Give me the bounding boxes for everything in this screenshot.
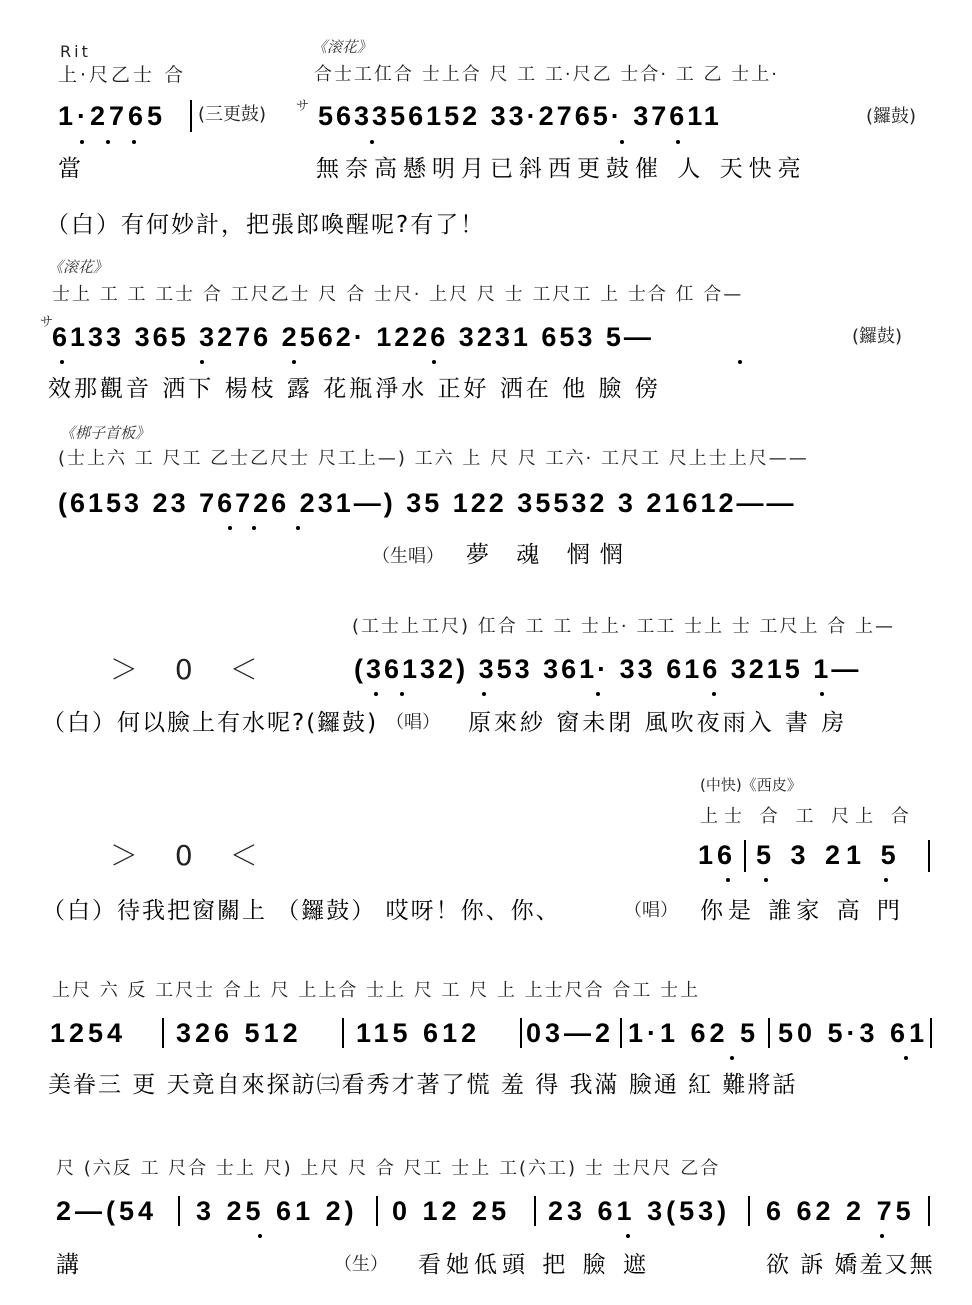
low-octave-dot — [596, 692, 600, 696]
numbers-row4: (6153 23 76726 231—) 35 122 35532 3 21612—— — [58, 488, 797, 518]
low-octave-dot — [60, 360, 64, 364]
low-octave-dot — [738, 360, 742, 364]
section-label-gunhua: 《滚花》 — [312, 38, 373, 56]
measure-row8-1: 2—(54 — [56, 1196, 158, 1226]
section-label-gunhua-2: 《滚花》 — [48, 258, 109, 276]
low-octave-dot — [370, 140, 374, 144]
low-octave-dot — [764, 878, 768, 882]
low-octave-dot — [432, 360, 436, 364]
low-octave-dot — [200, 360, 204, 364]
low-octave-dot — [400, 692, 404, 696]
barline — [748, 1196, 750, 1226]
measure-row8-5: 6 62 2 75 — [766, 1196, 915, 1226]
tempo-xipi: (中快)《西皮》 — [700, 776, 802, 794]
low-octave-dot — [132, 140, 136, 144]
measure-row8-2: 3 25 61 2) — [196, 1196, 358, 1226]
speech-line-row2: （白）有何妙計，把張郎喚醒呢?有了！ — [46, 212, 486, 238]
numbers-row1b: 563356152 33·2765· 37611 — [318, 101, 722, 131]
low-octave-dot — [228, 526, 232, 530]
low-octave-dot — [292, 360, 296, 364]
dynamics-row5: ＞ 0 ＜ — [110, 653, 272, 686]
measure-row7-1: 1254 — [50, 1018, 127, 1048]
gongche-row1a: 上·尺乙士 合 — [58, 64, 187, 86]
low-octave-dot — [80, 140, 84, 144]
low-octave-dot — [626, 1234, 630, 1238]
barline — [930, 1018, 932, 1048]
lyric-row1b: 無奈高懸明月已斜西更鼓催 人 天快亮 — [316, 156, 807, 182]
barline — [162, 1018, 164, 1048]
barline — [178, 1196, 180, 1226]
lyric-row3: 效那觀音 洒下 楊枝 露 花瓶淨水 正好 洒在 他 臉 傍 — [48, 376, 661, 402]
low-octave-dot — [884, 878, 888, 882]
lyric-row8c: 欲 訴 嬌羞又無 — [766, 1252, 935, 1278]
numbers-row5: (36132) 353 361· 33 616 3215 1— — [354, 654, 862, 684]
measure-row7-2: 326 512 — [176, 1018, 302, 1048]
low-octave-dot — [106, 140, 110, 144]
lyric-row6: 你是 誰家 高 門 — [700, 898, 905, 924]
lyric-row8b: 看她低頭 把 臉 遮 — [418, 1252, 651, 1278]
dynamics-row6: ＞ 0 ＜ — [110, 839, 272, 872]
role-sheng-sings: （生唱） — [372, 546, 444, 567]
low-octave-dot — [726, 878, 730, 882]
sanban-mark: サ — [296, 99, 310, 114]
low-octave-dot — [620, 140, 624, 144]
low-octave-dot — [880, 1234, 884, 1238]
barline — [534, 1196, 536, 1226]
numbers-row3: 6133 365 3276 2562· 1226 3231 653 5— — [52, 322, 654, 352]
low-octave-dot — [712, 692, 716, 696]
measure-row8-3: 0 12 25 — [392, 1196, 511, 1226]
numbers-row6b: 5 3 21 5 — [756, 840, 902, 870]
barline — [620, 1018, 622, 1048]
speech-line-row6: （白）待我把窗關上 （鑼鼓） 哎呀！你、你、 — [42, 898, 561, 924]
tempo-marking: Rit — [60, 42, 91, 61]
barline — [342, 1018, 344, 1048]
barline — [744, 840, 746, 872]
low-octave-dot — [296, 526, 300, 530]
measure-row7-5: 1·1 62 5 — [628, 1018, 760, 1048]
barline — [190, 100, 192, 132]
numbers-row6a: 16 — [698, 840, 737, 870]
role-sheng: （生） — [334, 1254, 388, 1275]
numbers-row1a: 1·2765 — [58, 101, 167, 131]
lyric-row7: 美眷三 更 天竟自來探訪㈢看秀才著了慌 羞 得 我滿 臉通 紅 難將話 — [48, 1072, 798, 1098]
gongche-row6: 上士 合 工 尺上 合 — [700, 806, 915, 827]
gongche-row4: (士上六 工 尺工 乙士乙尺士 尺工上—) 工六 上 尺 尺 工六· 工尺工 尺上士上尺—— — [58, 448, 809, 469]
lyric-row8a: 講 — [56, 1252, 85, 1278]
low-octave-dot — [482, 692, 486, 696]
gongche-row1b: 合士工仜合 士上合 尺 工 工·尺乙 士合· 工 乙 士上· — [314, 64, 779, 85]
lyric-row5: 原來紗 窗未閉 風吹夜雨入 書 房 — [468, 710, 848, 736]
cue-three-watch-drum: (三更鼓) — [198, 104, 267, 125]
gongche-row8: 尺 (六反 工 尺合 士上 尺) 上尺 尺 合 尺工 士上 工(六工) 士 士尺尺 乙合 — [56, 1158, 721, 1179]
gongche-row7: 上尺 六 反 工尺士 合上 尺 上上合 士上 尺 工 尺 上 上士尺合 合工 士上 — [52, 980, 701, 1001]
measure-row7-4: 03—2 — [526, 1018, 615, 1048]
cue-gong-drum: (鑼鼓) — [852, 326, 903, 347]
measure-row7-3: 115 612 — [356, 1018, 481, 1048]
barline — [520, 1018, 522, 1048]
cue-sing: （唱） — [386, 712, 440, 733]
lyric-row1a: 當 — [58, 156, 87, 182]
sanban-mark: サ — [40, 315, 54, 330]
low-octave-dot — [676, 140, 680, 144]
lyric-row4: 夢 魂 惘惘 — [466, 542, 633, 568]
measure-row8-4: 23 61 3(53) — [548, 1196, 731, 1226]
cue-gong-drum: (鑼鼓) — [866, 106, 917, 127]
barline — [928, 840, 930, 872]
cue-sing: （唱） — [624, 900, 678, 921]
gongche-row3: 士上 工 工 工士 合 工尺乙士 尺 合 士尺· 上尺 尺 士 工尺工 上 士合 仜 合— — [52, 284, 744, 305]
gongche-row5: (工士上工尺) 仜合 工 工 士上· 工工 士上 士 工尺上 合 上— — [352, 616, 895, 637]
barline — [768, 1018, 770, 1048]
section-label-bangzi: 《梆子首板》 — [60, 424, 151, 442]
low-octave-dot — [252, 526, 256, 530]
barline — [376, 1196, 378, 1226]
barline — [928, 1196, 930, 1226]
low-octave-dot — [730, 1056, 734, 1060]
low-octave-dot — [904, 1056, 908, 1060]
low-octave-dot — [374, 692, 378, 696]
speech-line-row5: （白）何以臉上有水呢?(鑼鼓) — [42, 710, 379, 736]
measure-row7-6: 50 5·3 61 — [778, 1018, 929, 1048]
low-octave-dot — [258, 1234, 262, 1238]
low-octave-dot — [820, 692, 824, 696]
